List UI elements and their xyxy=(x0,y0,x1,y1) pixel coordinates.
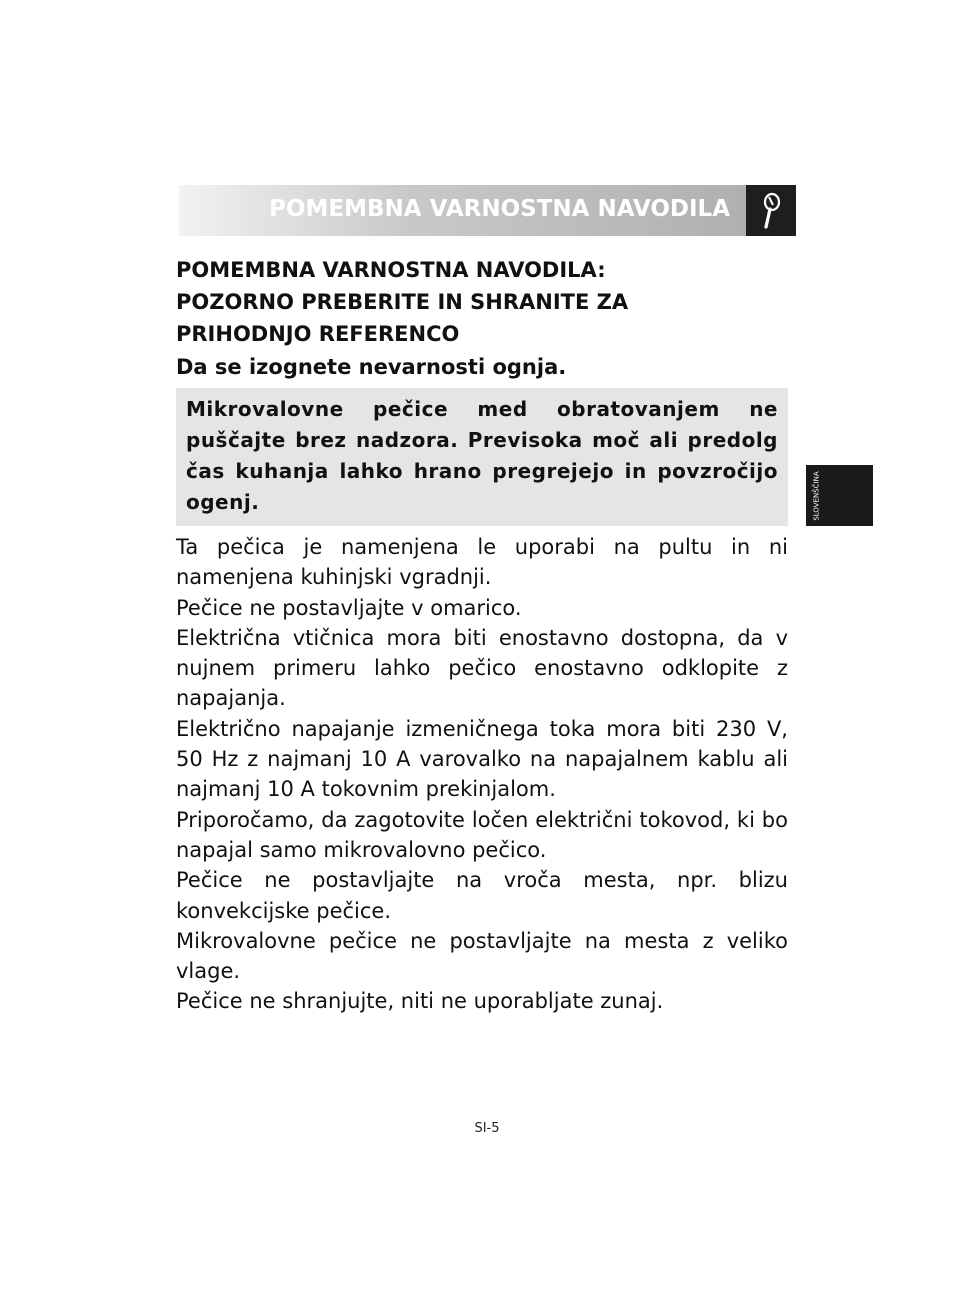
pointer-hand-icon xyxy=(758,191,784,231)
paragraph: Električno napajanje izmeničnega toka mora biti 230 V, 50 Hz z najmanj 10 A varovalko na napajalnem kablu ali najmanj 10 A tokovnim prekinjalom. xyxy=(176,716,788,802)
safety-heading xyxy=(176,254,788,350)
page-number: SI-5 xyxy=(474,1121,500,1136)
fire-hazard-subheading: Da se izognete nevarnosti ognja. xyxy=(176,355,567,379)
paragraph: Električna vtičnica mora biti enostavno dostopna, da v nujnem primeru lahko pečico enostavno odklopite z napajanja. xyxy=(176,625,788,711)
section-header-bar xyxy=(179,185,746,236)
warning-text: Mikrovalovne pečice med obratovanjem ne puščajte brez nadzora. Previsoka moč ali predolg čas kuhanja lahko hrano pregrejejo in povzročijo ogenj. xyxy=(186,397,778,514)
section-header-title: POMEMBNA VARNOSTNA NAVODILA xyxy=(269,196,730,222)
main-content xyxy=(176,254,788,1017)
paragraph: Pečice ne shranjujte, niti ne uporabljate zunaj. xyxy=(176,989,664,1014)
instructions-body xyxy=(176,532,788,1017)
paragraph: Ta pečica je namenjena le uporabi na pultu in ni namenjena kuhinjski vgradnji. xyxy=(176,535,788,590)
paragraph: Priporočamo, da zagotovite ločen električni tokovod, ki bo napajal samo mikrovalovno pečico. xyxy=(176,807,788,862)
warning-box xyxy=(176,388,788,526)
paragraph: Mikrovalovne pečice ne postavljajte na mesta z veliko vlage. xyxy=(176,928,788,984)
header-icon-box xyxy=(746,185,796,236)
paragraph: Pečice ne postavljajte na vroča mesta, npr. blizu konvekcijske pečice. xyxy=(176,868,788,923)
heading-line: POZORNO PREBERITE IN SHRANITE ZA xyxy=(176,290,629,314)
paragraph: Pečice ne postavljajte v omarico. xyxy=(176,595,522,620)
heading-line: PRIHODNJO REFERENCO xyxy=(176,322,460,346)
language-label: SLOVENŠČINA xyxy=(813,470,822,521)
heading-line: POMEMBNA VARNOSTNA NAVODILA: xyxy=(176,258,606,282)
